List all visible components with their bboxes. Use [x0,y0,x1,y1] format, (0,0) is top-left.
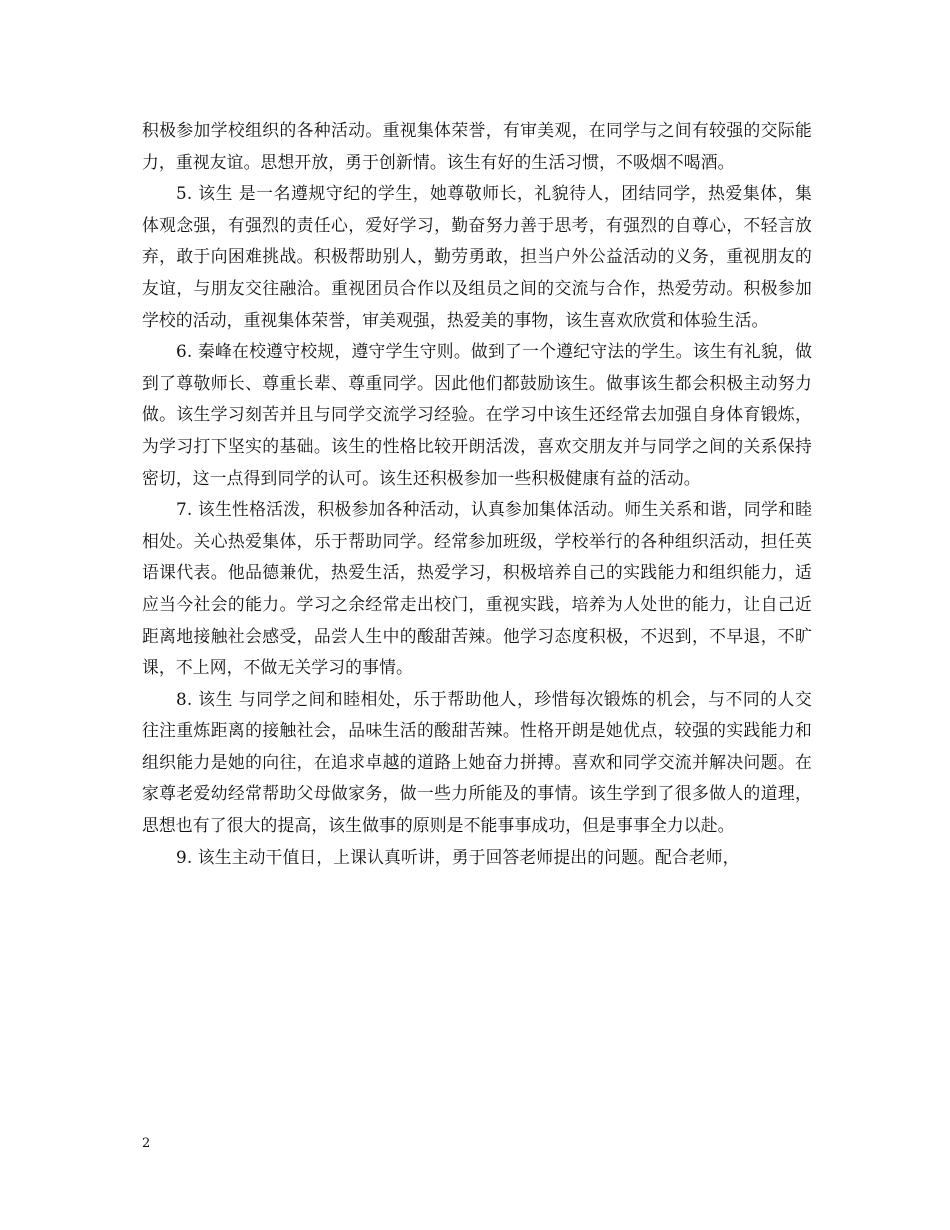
page-body [142,115,812,873]
paragraph-2: 5. 该生 是一名遵规守纪的学生，她尊敬师长，礼貌待人，团结同学，热爱集体，集体观念强，有强烈的责任心，爱好学习，勤奋努力善于思考，有强烈的自尊心，不轻言放弃，敢于向困难挑战。积极帮助别人，勤劳勇敢，担当户外公益活动的义务，重视朋友的友谊，与朋友交往融洽。重视团员合作以及组员之间的交流与合作，热爱劳动。积极参加学校的活动，重视集体荣誉，审美观强，热爱美的事物，该生喜欢欣赏和体验生活。 [142,183,812,330]
page-number: 2 [142,1136,151,1151]
paragraph-6: 9. 该生主动干值日，上课认真听讲，勇于回答老师提出的问题。配合老师， [176,846,740,867]
paragraph-5: 8. 该生 与同学之间和睦相处，乐于帮助他人，珍惜每次锻炼的机会，与不同的人交往注重炼距离的接触社会，品味生活的酸甜苦辣。性格开朗是她优点，较强的实践能力和组织能力是她的向往，在追求卓越的道路上她奋力拼搏。喜欢和同学交流并解决问题。在家尊老爱幼经常帮助父母做家务，做一些力所能及的事情。该生学到了很多做人的道理，思想也有了很大的提高，该生做事的原则是不能事事成功，但是事事全力以赴。 [142,688,812,836]
paragraph-3: 6. 秦峰在校遵守校规，遵守学生守则。做到了一个遵纪守法的学生。该生有礼貌，做到了尊敬师长、尊重长辈、尊重同学。因此他们都鼓励该生。做事该生都会积极主动努力做。该生学习刻苦并且与同学交流学习经验。在学习中该生还经常去加强自身体育锻炼，为学习打下坚实的基础。该生的性格比较开朗活泼，喜欢交朋友并与同学之间的关系保持密切，这一点得到同学的认可。该生还积极参加一些积极健康有益的活动。 [142,341,812,488]
paragraph-1: 积极参加学校组织的各种活动。重视集体荣誉，有审美观，在同学与之间有较强的交际能力，重视友谊。思想开放，勇于创新情。该生有好的生活习惯，不吸烟不喝酒。 [142,120,812,172]
paragraph-4: 7. 该生性格活泼，积极参加各种活动，认真参加集体活动。师生关系和谐，同学和睦相处。关心热爱集体，乐于帮助同学。经常参加班级，学校举行的各种组织活动，担任英语课代表。他品德兼优，热爱生活，热爱学习，积极培养自己的实践能力和组织能力，适应当今社会的能力。学习之余经常走出校门，重视实践，培养为人处世的能力，让自己近距离地接触社会感受，品尝人生中的酸甜苦辣。他学习态度积极，不迟到，不早退，不旷课，不上网，不做无关学习的事情。 [142,499,812,678]
